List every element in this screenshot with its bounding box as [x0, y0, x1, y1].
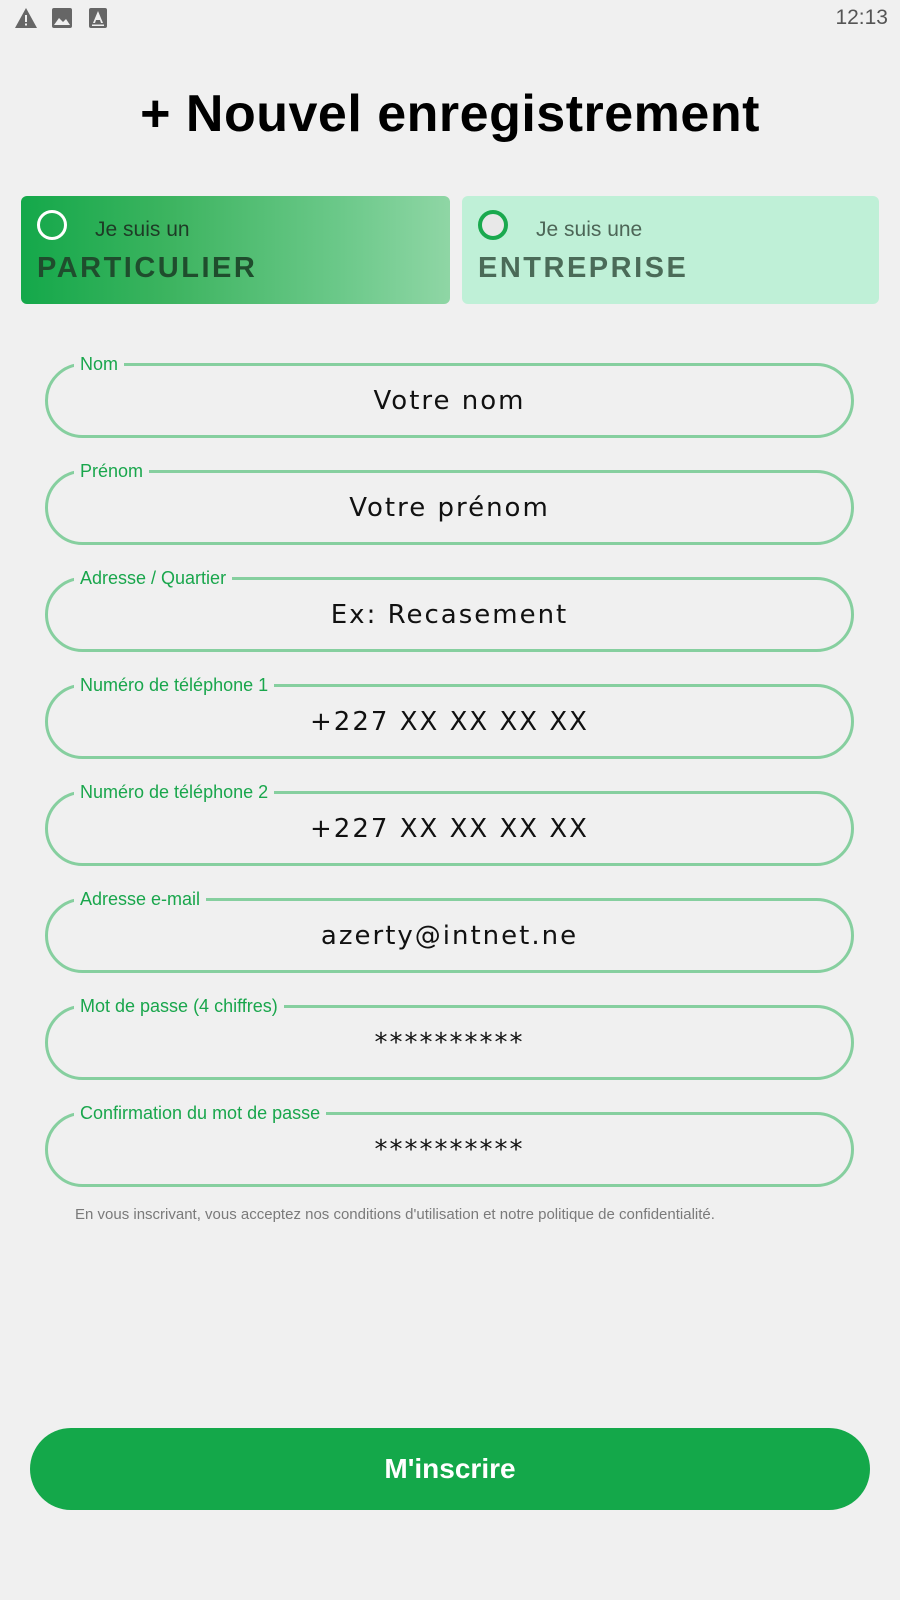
password-field[interactable] [45, 996, 854, 1080]
password-confirm-label: Confirmation du mot de passe [74, 1102, 326, 1124]
prenom-field[interactable] [45, 461, 854, 545]
page-title: + Nouvel enregistrement [140, 85, 760, 143]
email-label: Adresse e-mail [74, 888, 206, 910]
status-icons [14, 6, 110, 30]
telephone1-label: Numéro de téléphone 1 [74, 674, 274, 696]
particulier-label: PARTICULIER [37, 252, 258, 284]
adresse-field[interactable] [45, 568, 854, 652]
adresse-label: Adresse / Quartier [74, 567, 232, 589]
email-input[interactable] [48, 919, 851, 953]
email-field[interactable] [45, 889, 854, 973]
register-button[interactable]: M'inscrire [30, 1428, 870, 1510]
adresse-input[interactable] [48, 598, 851, 632]
prenom-label: Prénom [74, 460, 149, 482]
warning-icon [14, 6, 38, 30]
nom-label: Nom [74, 353, 124, 375]
prenom-input[interactable] [48, 491, 851, 525]
status-time: 12:13 [835, 6, 888, 29]
password-input[interactable] [48, 1026, 851, 1060]
password-confirm-field[interactable] [45, 1103, 854, 1187]
nom-field[interactable] [45, 354, 854, 438]
status-bar [0, 0, 900, 36]
terms-text: En vous inscrivant, vous acceptez nos conditions d'utilisation et notre politique de confidentialité. [75, 1206, 715, 1223]
nom-input[interactable] [48, 384, 851, 418]
account-type-entreprise[interactable] [462, 196, 879, 304]
telephone2-input[interactable] [48, 812, 851, 846]
entreprise-label: ENTREPRISE [478, 252, 689, 284]
font-icon [86, 6, 110, 30]
telephone1-field[interactable] [45, 675, 854, 759]
image-icon [50, 6, 74, 30]
telephone2-field[interactable] [45, 782, 854, 866]
password-label: Mot de passe (4 chiffres) [74, 995, 284, 1017]
particulier-subtitle: Je suis un [95, 218, 190, 241]
telephone2-label: Numéro de téléphone 2 [74, 781, 274, 803]
radio-entreprise[interactable] [478, 210, 508, 240]
account-type-particulier[interactable] [21, 196, 450, 304]
entreprise-subtitle: Je suis une [536, 218, 643, 241]
password-confirm-input[interactable] [48, 1133, 851, 1167]
radio-particulier[interactable] [37, 210, 67, 240]
telephone1-input[interactable] [48, 705, 851, 739]
